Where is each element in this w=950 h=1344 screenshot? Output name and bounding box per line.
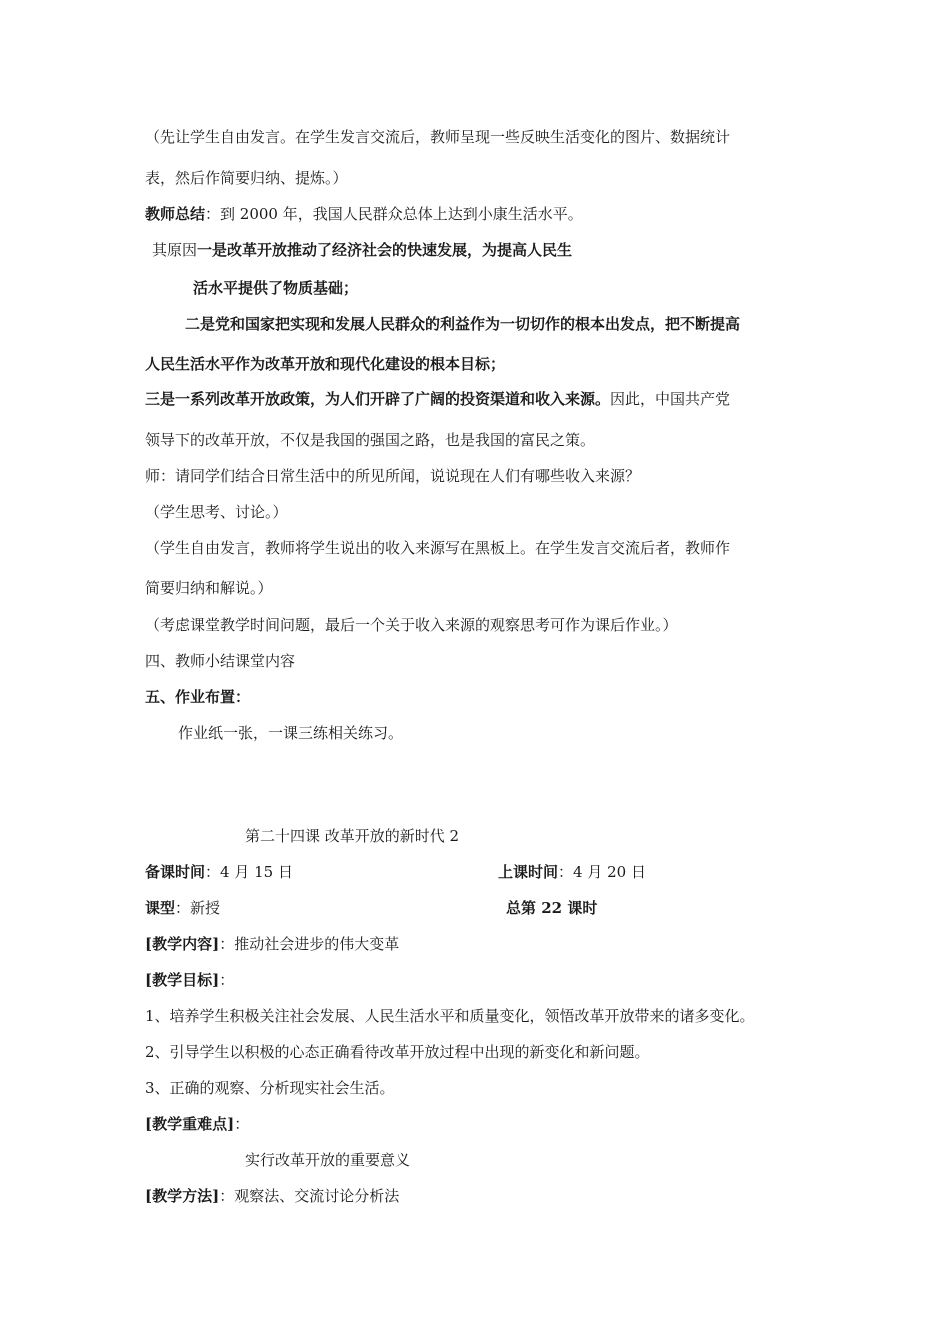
goal-item: 3、正确的观察、分析现实社会生活。: [145, 1079, 395, 1097]
content-value: ：推动社会进步的伟大变革: [219, 935, 400, 953]
teaching-goals-heading: [145, 970, 234, 990]
key-colon: ：: [234, 1115, 250, 1133]
reason-line-3: [145, 389, 730, 409]
teacher-summary: [145, 204, 583, 224]
reason-3: 三是一系列改革开放政策，为人们开辟了广阔的投资渠道和收入来源。: [145, 390, 611, 408]
prep-label: 备课时间: [145, 863, 206, 881]
goal-item: 2、引导学生以积极的心态正确看待改革开放过程中出现的新变化和新问题。: [145, 1043, 650, 1061]
paragraph-line: 简要归纳和解说。）: [145, 579, 273, 597]
prep-value: ：4 月 15 日: [205, 863, 293, 881]
prep-time: [145, 862, 293, 882]
type-value: ：新授: [175, 899, 221, 917]
reason-1a: 一是改革开放推动了经济社会的快速发展，为提高人民生: [197, 241, 573, 259]
reason-2a: 二是党和国家把实现和发展人民群众的利益作为一切切作的根本出发点，把不断提高: [185, 315, 741, 333]
paragraph-line: （学生自由发言，教师将学生说出的收入来源写在黑板上。在学生发言交流后者，教师作: [145, 539, 731, 557]
teacher-question: 师：请同学们结合日常生活中的所见所闻，说说现在人们有哪些收入来源？: [145, 467, 641, 485]
teaching-content: [145, 934, 399, 954]
lesson-type: [145, 898, 220, 918]
reason-3-tail: 因此，中国共产党: [610, 390, 731, 408]
goal-item: 1、培养学生积极关注社会发展、人民生活水平和质量变化，领悟改革开放带来的诸多变化。: [145, 1007, 755, 1025]
paragraph-line: 领导下的改革开放，不仅是我国的强国之路，也是我国的富民之策。: [145, 431, 596, 449]
total-hours: 总第 22 课时: [506, 899, 598, 917]
class-label: 上课时间: [498, 863, 559, 881]
goal-colon: ：: [219, 971, 235, 989]
reason-2b: 人民生活水平作为改革开放和现代化建设的根本目标；: [145, 355, 506, 373]
goal-label: [教学目标]: [145, 971, 220, 989]
teaching-method: [145, 1186, 399, 1206]
key-points-value: 实行改革开放的重要意义: [245, 1151, 411, 1169]
section-four: 四、教师小结课堂内容: [145, 652, 296, 670]
method-label: [教学方法]: [145, 1187, 220, 1205]
key-points-heading: [145, 1114, 249, 1134]
class-value: ：4 月 20 日: [558, 863, 646, 881]
reason-1b: 活水平提供了物质基础；: [193, 279, 359, 297]
summary-text: ：到 2000 年，我国人民群众总体上达到小康生活水平。: [205, 205, 583, 223]
section-five: 五、作业布置：: [145, 688, 251, 706]
type-label: 课型: [145, 899, 176, 917]
paragraph-line: （考虑课堂教学时间问题，最后一个关于收入来源的观察思考可作为课后作业。）: [145, 616, 678, 634]
class-time: [498, 862, 646, 882]
content-label: [教学内容]: [145, 935, 220, 953]
summary-label: 教师总结: [145, 205, 206, 223]
lesson-title: 第二十四课 改革开放的新时代 2: [245, 827, 460, 845]
paragraph-line: 表，然后作简要归纳、提炼。）: [145, 169, 348, 187]
reason-line-1: [152, 240, 572, 260]
homework-text: 作业纸一张，一课三练相关练习。: [178, 724, 404, 742]
paragraph-line: （学生思考、讨论。）: [145, 503, 288, 521]
method-value: ：观察法、交流讨论分析法: [219, 1187, 400, 1205]
paragraph-line: （先让学生自由发言。在学生发言交流后，教师呈现一些反映生活变化的图片、数据统计: [145, 128, 731, 146]
key-label: [教学重难点]: [145, 1115, 235, 1133]
reason-prefix: 其原因: [152, 241, 198, 259]
